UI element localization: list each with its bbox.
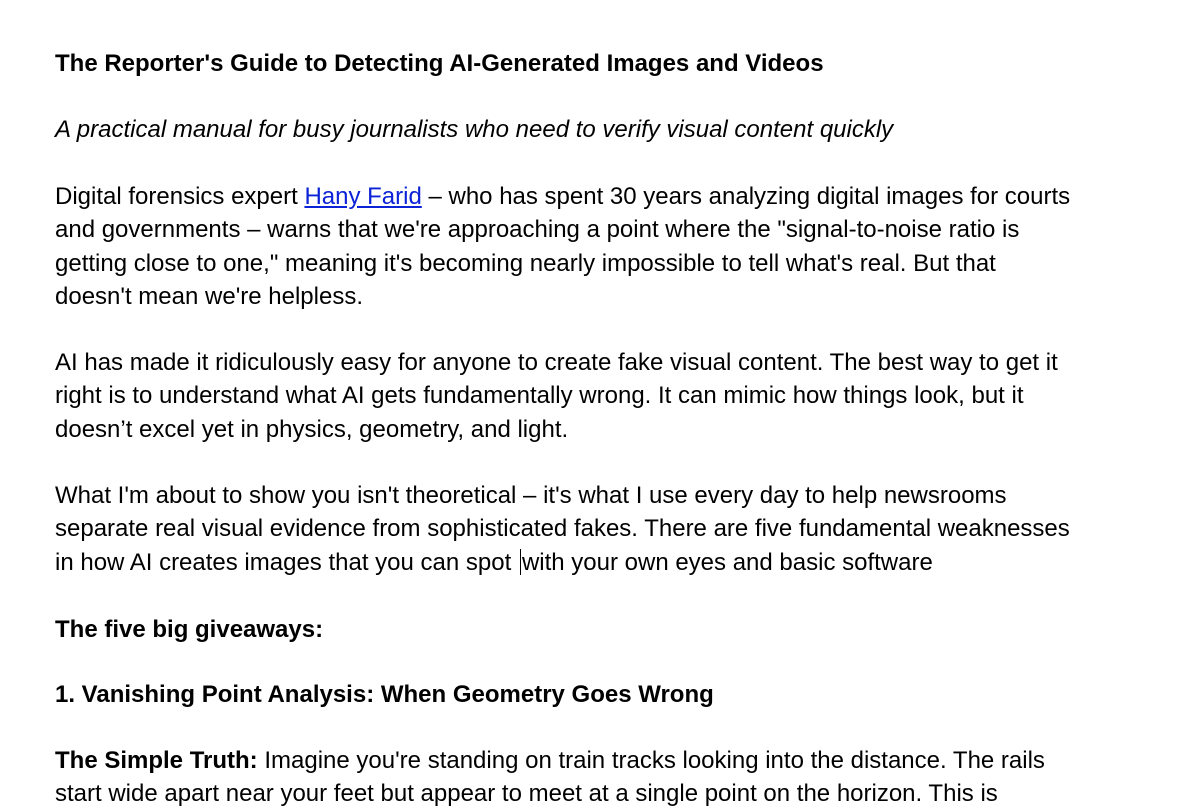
giveaways-heading: The five big giveaways: (55, 616, 324, 643)
paragraph-line (55, 180, 1165, 213)
paragraph-line: separate real visual evidence from sophisticated fakes. There are five fundamental weaknesses (55, 515, 1070, 543)
section-1-heading: 1. Vanishing Point Analysis: When Geometry Goes Wrong (55, 681, 714, 708)
paragraph-ai-weakness (55, 346, 1165, 446)
paragraph-line: getting close to one," meaning it's becoming nearly impossible to tell what's real. But that (55, 249, 996, 277)
hany-farid-link[interactable]: Hany Farid (304, 183, 422, 210)
paragraph-five-weaknesses (55, 479, 1165, 579)
paragraph-line: start wide apart near your feet but appear to meet at a single point on the horizon. This is (55, 780, 998, 808)
paragraph-line (55, 546, 1165, 579)
text-run: with your own eyes and basic software (521, 548, 933, 576)
document-title: The Reporter's Guide to Detecting AI-Generated Images and Videos (55, 50, 824, 77)
paragraph-line: What I'm about to show you isn't theoretical – it's what I use every day to help newsrooms (55, 482, 1007, 509)
paragraph-line: right is to understand what AI gets fundamentally wrong. It can mimic how things look, but it (55, 382, 1024, 410)
text-run: Imagine you're standing on train tracks looking into the distance. The rails (257, 747, 1045, 774)
paragraph-line: doesn't mean we're helpless. (55, 282, 364, 310)
paragraph-intro (55, 180, 1165, 313)
text-run: – who has spent 30 years analyzing digital images for courts (421, 183, 1071, 210)
simple-truth-label: The Simple Truth: (55, 747, 258, 774)
text-run: in how AI creates images that you can spot (55, 548, 518, 576)
paragraph-line: and governments – warns that we're approaching a point where the "signal-to-noise ratio is (55, 216, 1020, 244)
paragraph-line (55, 744, 1165, 777)
paragraph-line: doesn’t excel yet in physics, geometry, and light. (55, 415, 569, 443)
paragraph-simple-truth (55, 744, 1165, 811)
text-cursor (520, 549, 521, 575)
paragraph-line: AI has made it ridiculously easy for anyone to create fake visual content. The best way to get it (55, 349, 1058, 376)
document-subtitle: A practical manual for busy journalists who need to verify visual content quickly (55, 116, 894, 143)
text-run: Digital forensics expert (55, 183, 305, 210)
